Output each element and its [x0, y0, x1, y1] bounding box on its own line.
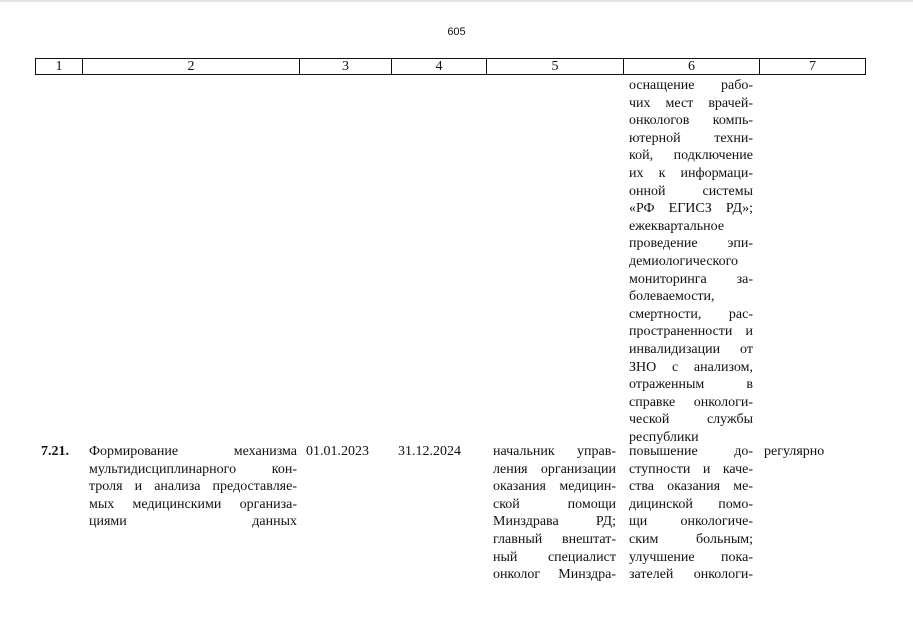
text-line: троля и анализа предоставляе-: [89, 479, 297, 495]
text-line: ютерной техни-: [629, 130, 753, 146]
text-line: смертности, рас-: [629, 306, 753, 322]
text-line: болеваемости,: [629, 289, 715, 305]
text-line: мониторинга за-: [629, 271, 753, 287]
header-col-4: 4: [435, 59, 443, 74]
table-header-row: [35, 58, 866, 75]
text-line: дицинской помо-: [629, 496, 753, 512]
header-col-5: 5: [551, 59, 559, 74]
text-line: ской помощи: [493, 496, 616, 512]
text-line: мультидисциплинарного кон-: [89, 461, 297, 477]
text-line: зателей онкологи-: [629, 567, 753, 583]
text-line: пространенности и: [629, 324, 753, 340]
text-line: повышение до-: [629, 444, 753, 459]
row-start-date: 01.01.2023: [306, 444, 369, 459]
text-line: «РФ ЕГИСЗ РД»;: [629, 201, 753, 217]
text-line: ЗНО с анализом,: [629, 359, 753, 375]
text-line: улучшение пока-: [629, 549, 753, 565]
text-line: главный внештат-: [493, 531, 616, 547]
text-line: ежеквартальное: [629, 218, 725, 234]
row-end-date: 31.12.2024: [398, 444, 461, 459]
text-line: циями данных: [89, 514, 297, 530]
continuation-result-text: [629, 77, 753, 446]
text-line: онколог Минздра-: [493, 567, 616, 583]
text-line: ства оказания ме-: [629, 479, 753, 495]
text-line: оснащение рабо-: [629, 78, 753, 93]
row-responsible-text: [493, 443, 616, 584]
text-line: справке онкологи-: [629, 394, 753, 410]
text-line: мых медицинскими организа-: [89, 496, 297, 512]
text-line: ским больным;: [629, 531, 753, 547]
header-col-1: 1: [55, 59, 63, 74]
header-col-6: 6: [688, 59, 695, 74]
row-event-text: [89, 443, 297, 531]
text-line: ный специалист: [493, 549, 616, 565]
text-line: онкологов компь-: [629, 113, 753, 129]
row-result-text: [629, 443, 753, 584]
text-line: демиологического: [629, 253, 739, 269]
header-col-2: 2: [187, 59, 195, 74]
row-number: 7.21.: [41, 444, 69, 459]
text-line: отраженным в: [629, 377, 753, 393]
scan-top-edge: [0, 0, 913, 2]
text-line: щи онкологиче-: [629, 514, 753, 530]
text-line: начальник управ-: [493, 444, 616, 459]
text-line: Формирование механизма: [89, 444, 297, 459]
text-line: проведение эпи-: [629, 236, 753, 252]
text-line: онной системы: [629, 183, 753, 199]
text-line: инвалидизации от: [629, 341, 753, 357]
text-line: чих мест врачей-: [629, 95, 753, 111]
text-line: их к информаци-: [629, 165, 753, 181]
text-line: ступности и каче-: [629, 461, 753, 477]
text-line: республики: [629, 429, 699, 445]
text-line: Минздрава РД;: [493, 514, 616, 530]
page-number: 605: [447, 26, 466, 38]
text-line: кой, подключение: [629, 148, 753, 164]
header-col-7: 7: [809, 59, 816, 74]
text-line: ления организации: [493, 461, 616, 477]
header-col-3: 3: [342, 59, 349, 74]
row-frequency: регулярно: [764, 444, 825, 459]
text-line: ческой службы: [629, 412, 753, 428]
text-line: оказания медицин-: [493, 479, 616, 495]
